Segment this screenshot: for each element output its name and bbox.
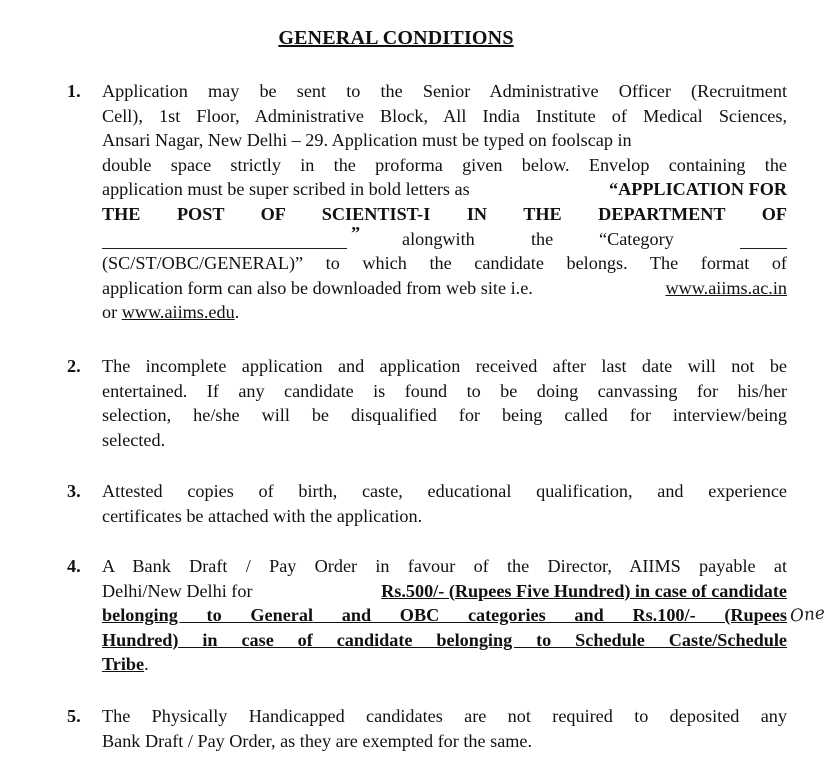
text-line: Bank Draft / Pay Order, as they are exempted for the same. [102,730,533,751]
document-title: GENERAL CONDITIONS [278,27,514,49]
text-line: Delhi/New Delhi for Rs.500/- (Rupees Five Hundred) in case of candidate [102,580,787,601]
text-line: Hundred) in case of candidate belonging to Schedule Caste/Schedule [102,629,787,650]
text-line: application must be super scribed in bold letters as “APPLICATION FOR [102,179,787,200]
text-line: Ansari Nagar, New Delhi – 29. Application must be typed on foolscap in [102,130,632,151]
website-link[interactable]: www.aiims.edu [121,302,235,323]
text-line: double space strictly in the proforma given below. Envelop containing the [102,154,787,175]
text-line: ” alongwith the “Category [102,227,787,252]
text-line: Application may be sent to the Senior Administrative Officer (Recruitment [102,81,787,101]
text-line: THE POST OF SCIENTIST-I IN THE DEPARTMENT OF [102,203,787,224]
item-text [102,354,787,452]
text-line: certificates be attached with the application. [102,505,423,526]
text-line: belonging to General and OBC categories and Rs.100/- (Rupees [102,605,787,626]
item-text [102,704,787,753]
text-line: selected. [102,429,166,450]
text-line: The incomplete application and application received after last date will not be [102,356,787,376]
text-line: selection, he/she will be disqualified for being called for interview/being [102,405,787,426]
category-blank [740,230,787,249]
department-blank [102,230,347,249]
text-line: Attested copies of birth, caste, educational qualification, and experience [102,481,787,501]
item-number: 4. [67,556,81,576]
text-line: Cell), 1st Floor, Administrative Block, All India Institute of Medical Sciences, [102,105,787,126]
text-line: Tribe. [102,654,149,675]
text-line: application form can also be downloaded from web site i.e. www.aiims.ac.in [102,276,787,301]
text-line: The Physically Handicapped candidates are not required to deposited any [102,706,787,726]
item-number: 2. [67,356,81,376]
item-number: 3. [67,481,81,501]
text-line: entertained. If any candidate is found to be doing canvassing for his/her [102,380,787,401]
text-line: (SC/ST/OBC/GENERAL)” to which the candidate belongs. The format of [102,253,787,274]
item-text [102,479,787,528]
handwritten-note: One [789,603,826,627]
text-line: or www.aiims.edu. [102,302,240,323]
item-number: 1. [67,81,81,101]
item-text [102,79,787,325]
item-number: 5. [67,706,81,726]
text-line: A Bank Draft / Pay Order in favour of the Director, AIIMS payable at [102,556,787,576]
item-text [102,554,787,677]
website-link[interactable]: www.aiims.ac.in [665,277,787,298]
